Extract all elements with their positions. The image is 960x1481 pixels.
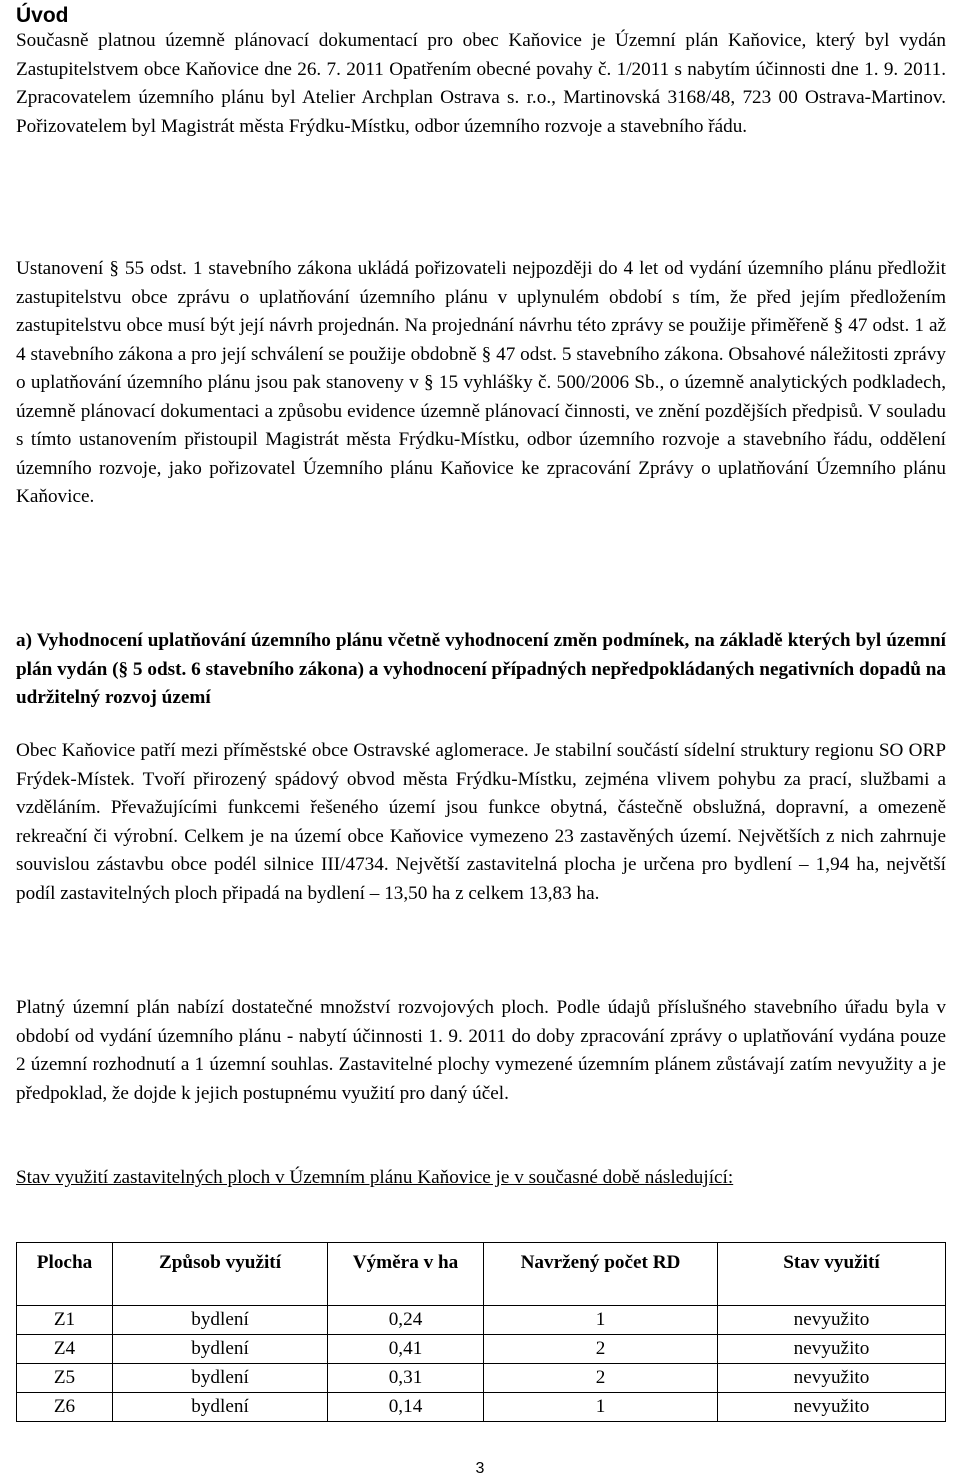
zones-table xyxy=(16,1242,946,1422)
cell-pocet-rd: 2 xyxy=(484,1335,718,1364)
cell-pocet-rd: 2 xyxy=(484,1364,718,1393)
section-a-heading: a) Vyhodnocení uplatňování územního plánu včetně vyhodnocení změn podmínek, na základě kterých byl územní plán vydán (§ 5 odst. 6 stavebního zákona) a vyhodnocení případných nepředpokládaných negativních dopadů na udržitelný rozvoj území xyxy=(16,630,946,708)
cell-zpusob: bydlení xyxy=(113,1306,328,1335)
cell-stav: nevyužito xyxy=(718,1306,946,1335)
paragraph-intro: Současně platnou územně plánovací dokumentací pro obec Kaňovice je Územní plán Kaňovice, který byl vydán Zastupitelstvem obce Kaňovice dne 26. 7. 2011 Opatřením obecné povahy č. 1/2011 s nabytím účinnosti dne 1. 9. 2011. Zpracovatelem územního plánu byl Atelier Archplan Ostrava s. r.o., Martinovská 3168/48, 723 00 Ostrava-Martinov. Pořizovatelem byl Magistrát města Frýdku-Místku, odbor územního rozvoje a stavebního řádu. xyxy=(16,30,946,137)
cell-vymera: 0,31 xyxy=(328,1364,484,1393)
cell-plocha: Z5 xyxy=(17,1364,113,1393)
cell-stav: nevyužito xyxy=(718,1335,946,1364)
paragraph-plan-status: Platný územní plán nabízí dostatečné množství rozvojových ploch. Podle údajů příslušného stavebního úřadu byla v období od vydání územního plánu - nabytí účinnosti 1. 9. 2011 do doby zpracování zprávy o uplatňování vydána pouze 2 územní rozhodnutí a 1 územní souhlas. Zastavitelné plochy vymezené územním plánem zůstávají zatím nevyužity a je předpoklad, že dojde k jejich postupnému využití pro daný účel. xyxy=(16,997,946,1104)
header-zpusob-vyuziti: Způsob využití xyxy=(113,1243,328,1306)
paragraph-legal: Ustanovení § 55 odst. 1 stavebního zákona ukládá pořizovateli nejpozději do 4 let od vydání územního plánu předložit zastupitelstvu obce zprávu o uplatňování územního plánu v uplynulém období s tím, že před jejím předložením zastupitelstvu obce musí být její návrh projednán. Na projednání návrhu této zprávy se použije přiměřeně § 47 odst. 1 až 4 stavebního zákona a pro její schválení se použije obdobně § 47 odst. 5 stavebního zákona. Obsahové náležitosti zprávy o uplatňování územního plánu jsou pak stanoveny v § 15 vyhlášky č. 500/2006 Sb., o územně analytických podkladech, územně plánovací dokumentaci a způsobu evidence územně plánovací činnosti, ve znění pozdějších předpisů. V souladu s tímto ustanovením přistoupil Magistrát města Frýdku-Místku, odbor územního rozvoje a stavebního řádu, oddělení územního rozvoje, jako pořizovatel Územního plánu Kaňovice ke zpracování Zprávy o uplatňování Územního plánu Kaňovice. xyxy=(16,258,946,507)
table-row xyxy=(17,1335,946,1364)
table-header-row xyxy=(17,1243,946,1306)
header-stav-vyuziti: Stav využití xyxy=(718,1243,946,1306)
table-row xyxy=(17,1364,946,1393)
cell-stav: nevyužito xyxy=(718,1364,946,1393)
page-number: 3 xyxy=(475,1460,485,1477)
table-caption: Stav využití zastavitelných ploch v Územním plánu Kaňovice je v současné době následující: xyxy=(16,1167,734,1188)
header-plocha: Plocha xyxy=(17,1243,113,1306)
cell-zpusob: bydlení xyxy=(113,1335,328,1364)
table-row xyxy=(17,1393,946,1422)
cell-plocha: Z6 xyxy=(17,1393,113,1422)
cell-stav: nevyužito xyxy=(718,1393,946,1422)
cell-zpusob: bydlení xyxy=(113,1393,328,1422)
header-vymera: Výměra v ha xyxy=(328,1243,484,1306)
cell-vymera: 0,14 xyxy=(328,1393,484,1422)
cell-plocha: Z4 xyxy=(17,1335,113,1364)
cell-pocet-rd: 1 xyxy=(484,1306,718,1335)
cell-zpusob: bydlení xyxy=(113,1364,328,1393)
paragraph-municipality: Obec Kaňovice patří mezi příměstské obce Ostravské aglomerace. Je stabilní součástí sídelní struktury regionu SO ORP Frýdek-Místek. Tvoří přirozený spádový obvod města Frýdku-Místku, zejména vlivem pohybu za prací, službami a vzděláním. Převažujícími funkcemi řešeného území jsou funkce obytná, částečně obslužná, dopravní, a omezeně rekreační či výrobní. Celkem je na území obce Kaňovice vymezeno 23 zastavěných území. Největších z nich zahrnuje souvislou zástavbu obce podél silnice III/4734. Největší zastavitelná plocha je určena pro bydlení – 1,94 ha, největší podíl zastavitelných ploch připadá na bydlení – 13,50 ha z celkem 13,83 ha. xyxy=(16,740,946,904)
table-row xyxy=(17,1306,946,1335)
cell-vymera: 0,41 xyxy=(328,1335,484,1364)
cell-vymera: 0,24 xyxy=(328,1306,484,1335)
cell-plocha: Z1 xyxy=(17,1306,113,1335)
heading-uvod: Úvod xyxy=(16,4,69,27)
header-navrzeny-pocet-rd: Navržený počet RD xyxy=(484,1243,718,1306)
cell-pocet-rd: 1 xyxy=(484,1393,718,1422)
